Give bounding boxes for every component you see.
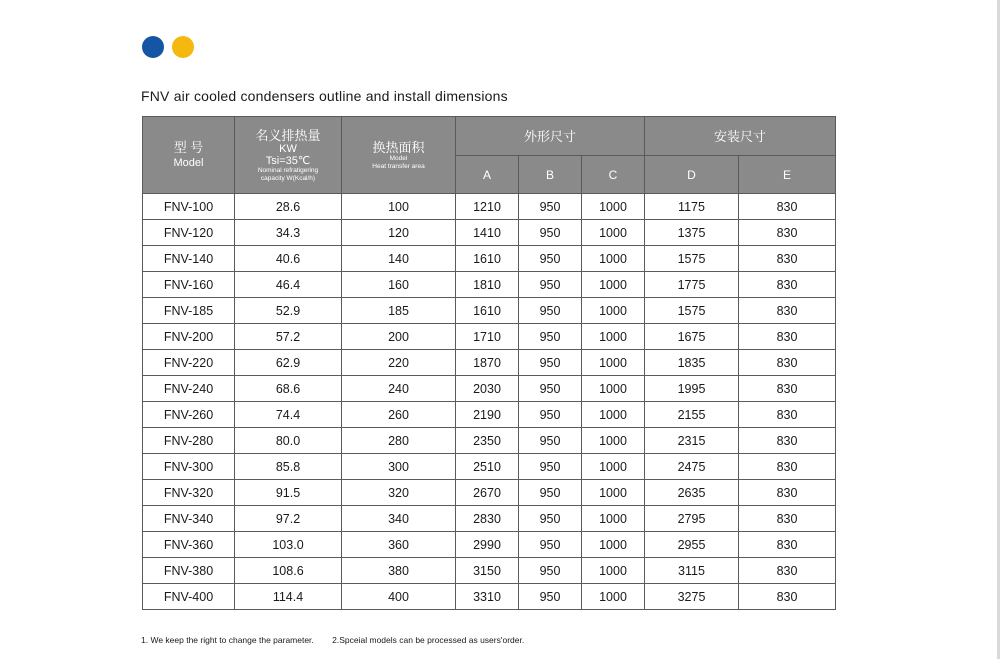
footnote-2: 2.Spceial models can be processed as users'order.	[332, 635, 525, 645]
cell-b: 950	[519, 506, 582, 532]
page-title: FNV air cooled condensers outline and install dimensions	[141, 88, 508, 104]
cell-c: 1000	[582, 558, 645, 584]
table-row	[143, 480, 836, 506]
cell-capacity: 34.3	[235, 220, 342, 246]
cell-model: FNV-220	[143, 350, 235, 376]
cell-e: 830	[739, 324, 836, 350]
cell-b: 950	[519, 272, 582, 298]
header-model-zh: 型 号	[173, 140, 204, 155]
cell-b: 950	[519, 246, 582, 272]
table-row	[143, 220, 836, 246]
table-row	[143, 350, 836, 376]
table-row	[143, 194, 836, 220]
cell-e: 830	[739, 220, 836, 246]
header-col-b: B	[519, 156, 582, 194]
cell-capacity: 74.4	[235, 402, 342, 428]
cell-a: 1410	[456, 220, 519, 246]
cell-a: 1610	[456, 298, 519, 324]
cell-model: FNV-280	[143, 428, 235, 454]
header-capacity-unit: KW	[279, 142, 297, 155]
cell-c: 1000	[582, 194, 645, 220]
header-area-zh: 换热面积	[372, 139, 425, 155]
table-row	[143, 324, 836, 350]
cell-b: 950	[519, 194, 582, 220]
cell-e: 830	[739, 246, 836, 272]
cell-capacity: 97.2	[235, 506, 342, 532]
cell-d: 1835	[645, 350, 739, 376]
cell-d: 2315	[645, 428, 739, 454]
cell-b: 950	[519, 324, 582, 350]
cell-a: 2830	[456, 506, 519, 532]
cell-area: 240	[342, 376, 456, 402]
cell-a: 1870	[456, 350, 519, 376]
cell-area: 220	[342, 350, 456, 376]
cell-area: 300	[342, 454, 456, 480]
cell-model: FNV-320	[143, 480, 235, 506]
cell-a: 1710	[456, 324, 519, 350]
cell-area: 200	[342, 324, 456, 350]
cell-c: 1000	[582, 324, 645, 350]
cell-capacity: 114.4	[235, 584, 342, 610]
cell-model: FNV-140	[143, 246, 235, 272]
table-body	[143, 194, 836, 610]
cell-b: 950	[519, 454, 582, 480]
cell-model: FNV-340	[143, 506, 235, 532]
cell-model: FNV-100	[143, 194, 235, 220]
cell-area: 400	[342, 584, 456, 610]
cell-b: 950	[519, 428, 582, 454]
cell-c: 1000	[582, 584, 645, 610]
cell-c: 1000	[582, 506, 645, 532]
cell-model: FNV-200	[143, 324, 235, 350]
cell-area: 140	[342, 246, 456, 272]
cell-c: 1000	[582, 428, 645, 454]
cell-d: 1575	[645, 246, 739, 272]
cell-area: 360	[342, 532, 456, 558]
dimensions-table	[142, 116, 836, 610]
cell-d: 3275	[645, 584, 739, 610]
cell-model: FNV-240	[143, 376, 235, 402]
header-model-en: Model	[173, 157, 204, 169]
cell-e: 830	[739, 506, 836, 532]
cell-e: 830	[739, 194, 836, 220]
table-row	[143, 298, 836, 324]
cell-d: 1375	[645, 220, 739, 246]
table-row	[143, 428, 836, 454]
cell-area: 260	[342, 402, 456, 428]
cell-b: 950	[519, 220, 582, 246]
cell-area: 120	[342, 220, 456, 246]
header-col-e: E	[739, 156, 836, 194]
header-col-c: C	[582, 156, 645, 194]
cell-d: 2635	[645, 480, 739, 506]
cell-area: 340	[342, 506, 456, 532]
cell-c: 1000	[582, 532, 645, 558]
cell-model: FNV-380	[143, 558, 235, 584]
cell-a: 3310	[456, 584, 519, 610]
cell-a: 2990	[456, 532, 519, 558]
table-row	[143, 246, 836, 272]
table-row	[143, 584, 836, 610]
cell-e: 830	[739, 402, 836, 428]
cell-b: 950	[519, 350, 582, 376]
blue-dot-icon	[142, 36, 164, 58]
header-col-d: D	[645, 156, 739, 194]
cell-e: 830	[739, 558, 836, 584]
cell-e: 830	[739, 350, 836, 376]
yellow-dot-icon	[172, 36, 194, 58]
cell-capacity: 80.0	[235, 428, 342, 454]
cell-d: 1675	[645, 324, 739, 350]
header-capacity-en-1: Nominal refratigering	[257, 166, 319, 174]
cell-capacity: 68.6	[235, 376, 342, 402]
cell-b: 950	[519, 376, 582, 402]
cell-capacity: 103.0	[235, 532, 342, 558]
header-model	[143, 117, 235, 194]
cell-e: 830	[739, 480, 836, 506]
cell-d: 2795	[645, 506, 739, 532]
cell-model: FNV-300	[143, 454, 235, 480]
header-capacity-temp: Tsi=35℃	[265, 154, 311, 167]
cell-model: FNV-120	[143, 220, 235, 246]
cell-c: 1000	[582, 454, 645, 480]
cell-capacity: 52.9	[235, 298, 342, 324]
cell-d: 1175	[645, 194, 739, 220]
header-area-en-2: Heat transfer area	[372, 162, 425, 170]
header-area-en-1: Model	[389, 154, 408, 162]
cell-model: FNV-160	[143, 272, 235, 298]
cell-b: 950	[519, 480, 582, 506]
cell-a: 2670	[456, 480, 519, 506]
cell-b: 950	[519, 558, 582, 584]
cell-c: 1000	[582, 480, 645, 506]
table-row	[143, 506, 836, 532]
cell-a: 1210	[456, 194, 519, 220]
cell-e: 830	[739, 298, 836, 324]
cell-c: 1000	[582, 220, 645, 246]
cell-model: FNV-185	[143, 298, 235, 324]
cell-area: 100	[342, 194, 456, 220]
cell-d: 2475	[645, 454, 739, 480]
footnote-1: 1. We keep the right to change the parameter.	[141, 635, 314, 645]
cell-a: 3150	[456, 558, 519, 584]
header-outline: 外形尺寸	[456, 117, 645, 156]
cell-model: FNV-260	[143, 402, 235, 428]
cell-area: 380	[342, 558, 456, 584]
cell-d: 1995	[645, 376, 739, 402]
cell-d: 2155	[645, 402, 739, 428]
footnotes	[141, 635, 524, 645]
cell-capacity: 40.6	[235, 246, 342, 272]
cell-e: 830	[739, 584, 836, 610]
cell-a: 2350	[456, 428, 519, 454]
cell-area: 185	[342, 298, 456, 324]
cell-d: 1775	[645, 272, 739, 298]
cell-a: 2190	[456, 402, 519, 428]
cell-e: 830	[739, 454, 836, 480]
cell-b: 950	[519, 402, 582, 428]
table-row	[143, 272, 836, 298]
table-row	[143, 376, 836, 402]
cell-c: 1000	[582, 376, 645, 402]
cell-b: 950	[519, 532, 582, 558]
cell-model: FNV-400	[143, 584, 235, 610]
cell-a: 1610	[456, 246, 519, 272]
cell-d: 3115	[645, 558, 739, 584]
cell-capacity: 85.8	[235, 454, 342, 480]
cell-e: 830	[739, 376, 836, 402]
cell-a: 2030	[456, 376, 519, 402]
cell-c: 1000	[582, 298, 645, 324]
cell-b: 950	[519, 584, 582, 610]
table-row	[143, 402, 836, 428]
table-row	[143, 532, 836, 558]
cell-capacity: 28.6	[235, 194, 342, 220]
cell-e: 830	[739, 532, 836, 558]
header-install: 安装尺寸	[645, 117, 836, 156]
cell-d: 1575	[645, 298, 739, 324]
cell-a: 2510	[456, 454, 519, 480]
cell-model: FNV-360	[143, 532, 235, 558]
cell-capacity: 57.2	[235, 324, 342, 350]
cell-capacity: 91.5	[235, 480, 342, 506]
cell-area: 320	[342, 480, 456, 506]
header-area	[342, 117, 456, 194]
cell-d: 2955	[645, 532, 739, 558]
header-capacity-zh: 名义排热量	[255, 127, 321, 143]
header-capacity	[235, 117, 342, 194]
cell-e: 830	[739, 272, 836, 298]
cell-capacity: 46.4	[235, 272, 342, 298]
header-col-a: A	[456, 156, 519, 194]
cell-b: 950	[519, 298, 582, 324]
cell-area: 160	[342, 272, 456, 298]
cell-e: 830	[739, 428, 836, 454]
cell-capacity: 62.9	[235, 350, 342, 376]
cell-a: 1810	[456, 272, 519, 298]
header-capacity-en-2: capacity W(Kcal/h)	[260, 174, 316, 182]
cell-c: 1000	[582, 272, 645, 298]
table-row	[143, 454, 836, 480]
cell-c: 1000	[582, 246, 645, 272]
cell-area: 280	[342, 428, 456, 454]
cell-capacity: 108.6	[235, 558, 342, 584]
cell-c: 1000	[582, 402, 645, 428]
table-row	[143, 558, 836, 584]
cell-c: 1000	[582, 350, 645, 376]
